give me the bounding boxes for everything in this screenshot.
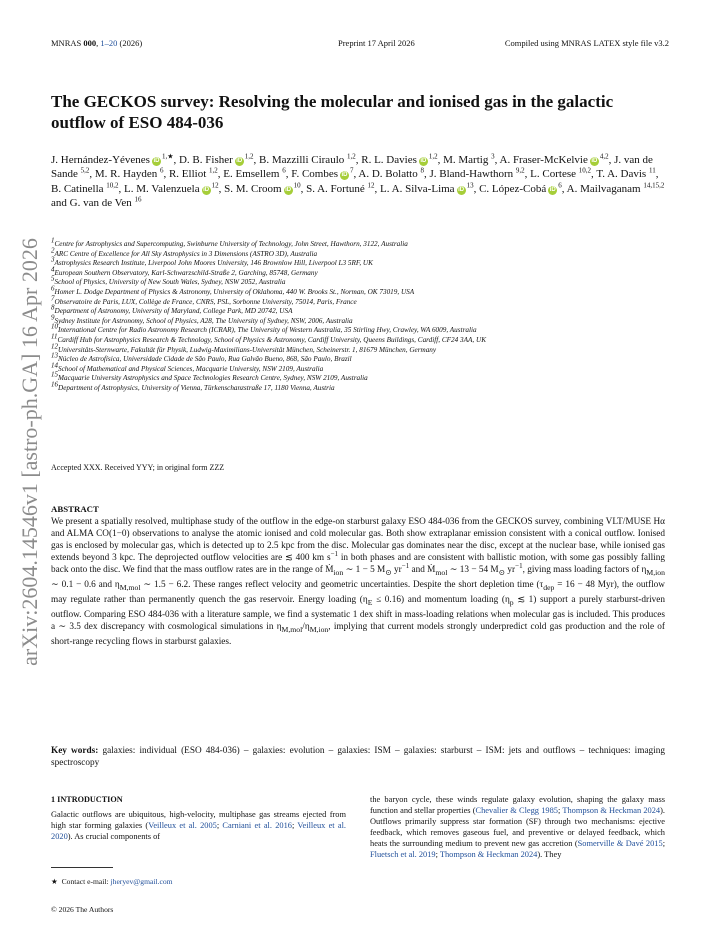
author: F. Combes $iD^7$ xyxy=(291,166,354,181)
affiliation: $^1$Centre for Astrophysics and Supercomputing, Swinburne University of Technology, John Street, Hawthorn, 3122, Australia xyxy=(51,236,408,248)
copyright: © 2026 The Authors xyxy=(51,905,114,914)
author: G. van de Ven $^{16}$ xyxy=(69,195,142,210)
arxiv-stamp xyxy=(7,232,52,672)
orcid-icon[interactable]: iD xyxy=(458,186,465,193)
orcid-icon[interactable]: iD xyxy=(285,186,292,193)
citation-link[interactable]: Veilleux et al. 2005 xyxy=(148,820,217,830)
author: A. D. Bolatto $^8$ xyxy=(358,166,424,181)
running-header-preprint: Preprint 17 April 2026 xyxy=(338,38,415,48)
author: B. Catinella $^{10,2}$ xyxy=(51,181,119,195)
orcid-icon[interactable]: iD xyxy=(591,158,598,164)
affiliation: $^{13}$Núcleo de Astrofísica, Universidade Cidade de São Paulo, Rua Galvão Bueno, 868, São Paulo, Brazil xyxy=(51,351,352,364)
contact-email-link[interactable]: jheryev@gmail.com xyxy=(110,877,173,886)
author-list: J. Hernández-Yévenes $iD^{1,★}$, D. B. Fisher iD$^{1,2}$, B. Mazzilli Ciraulo $^{1,2}$, R. L. Davies iD$^{1,2}$, M. Martig $^3$, A. Fraser-McKelvie iD$^{4,2}$, J. van de Sande $^{5,2}$, M. R. Hayden $^6$, R. Elliot $^{1,2}$, E. Emsellem $^6$, F. Combes $iD^7$, A. D. Bolatto $^8$, J. Bland-Hawthorn $^{9,2}$, L. Cortese $^{10,2}$, T. A. Davis $^{11}$, B. Catinella $^{10,2}$, L. M. Valenzuela $iD^{12}$, S. M. Croom $iD^{10}$, S. A. Fortuné $^{12}$, L. A. Silva-Lima $iD^{13}$, C. López-Cobá $iD^6$, A. Mailvaganam $^{14,15,2}$ and G. van de Ven $^{16}$ xyxy=(51,152,665,210)
author: L. M. Valenzuela $iD^{12}$ xyxy=(124,181,219,195)
author: B. Mazzilli Ciraulo $^{1,2}$ xyxy=(259,152,356,166)
arxiv-id: arXiv:2604.14546v1 [astro-ph.GA] 16 Apr 2026 xyxy=(16,238,42,666)
affiliation: $^{12}$Universitäts-Sternwarte, Fakultät für Physik, Ludwig-Maximilians-Universität München, Scheinerstr. 1, 81679 München, Germany xyxy=(51,342,437,354)
author: A. Mailvaganam $^{14,15,2}$ xyxy=(566,181,665,195)
abstract-heading: ABSTRACT xyxy=(51,504,99,514)
citation-link[interactable]: Somerville & Davé 2015 xyxy=(577,838,663,848)
orcid-icon[interactable]: iD xyxy=(341,172,348,179)
author: D. B. Fisher iD$^{1,2}$ xyxy=(178,152,254,166)
keywords xyxy=(51,745,665,769)
orcid-icon[interactable]: iD xyxy=(236,158,243,164)
affiliation: $^7$Observatoire de Paris, LUX, Collège de France, CNRS, PSL, Sorbonne University, 75014, Paris, France xyxy=(51,294,357,306)
affiliation: $^8$Department of Astronomy, University of Maryland, College Park, MD 20742, USA xyxy=(51,303,293,316)
running-header-compiled: Compiled using MNRAS LATEX style file v3.2 xyxy=(504,38,669,48)
orcid-icon[interactable]: iD xyxy=(203,186,210,193)
affiliation: $^{15}$Macquarie University Astrophysics and Space Technologies Research Centre, Sydney, NSW 2109, Australia xyxy=(51,370,368,383)
citation-link[interactable]: Fluetsch et al. 2019 xyxy=(370,849,436,859)
author: J. van de Sande $^{5,2}$ xyxy=(51,154,653,181)
citation-link[interactable]: Carniani et al. 2016 xyxy=(222,820,292,830)
author: S. A. Fortuné $^{12}$ xyxy=(306,181,375,195)
citation-link[interactable]: Thompson & Heckman 2024 xyxy=(562,805,661,815)
affiliation: $^9$Sydney Institute for Astronomy, School of Physics, A28, The University of Sydney, NSW, 2006, Australia xyxy=(51,313,353,325)
author: L. Cortese $^{10,2}$ xyxy=(530,166,591,181)
author: C. López-Cobá $iD^6$ xyxy=(479,181,562,195)
author: J. Bland-Hawthorn $^{9,2}$ xyxy=(429,166,525,181)
affiliation: $^2$ARC Centre of Excellence for All Sky Astrophysics in 3 Dimensions (ASTRO 3D), Australia xyxy=(51,246,318,258)
affiliation: $^4$European Southern Observatory, Karl-Schwarzschild-Straße 2, Garching, 85748, Germany xyxy=(51,265,318,277)
running-header-journal: MNRAS 000, 1–20 (2026) xyxy=(51,38,143,48)
author: M. Martig $^3$ xyxy=(443,152,495,166)
acceptance-line: Accepted XXX. Received YYY; in original form ZZZ xyxy=(51,463,225,472)
affiliation: $^3$Astrophysics Research Institute, Liverpool John Moores University, 146 Brownlow Hill, Liverpool L3 5RF, UK xyxy=(51,255,373,268)
citation-link[interactable]: Veilleux et al. 2020 xyxy=(51,820,347,841)
citation-link[interactable]: Thompson & Heckman 2024 xyxy=(439,849,538,859)
author: S. M. Croom $iD^{10}$ xyxy=(224,181,301,195)
orcid-icon[interactable]: iD xyxy=(153,158,160,164)
affiliation-list xyxy=(51,236,671,394)
keywords-list: galaxies: individual (ESO 484-036) – galaxies: evolution – galaxies: ISM – galaxies: starburst – ISM: jets and outflows – techniques: imaging spectroscopy xyxy=(51,746,665,768)
paper-title: The GECKOS survey: Resolving the molecular and ionised gas in the galactic outflow of ESO 484-036 xyxy=(51,92,614,132)
affiliation: $^{11}$Cardiff Hub for Astrophysics Research & Technology, School of Physics & Astronomy, Cardiff University, Queens Buildings, Cardiff, CF24 3AA, UK xyxy=(51,332,486,344)
affiliation: $^{14}$School of Mathematical and Physical Sciences, Macquarie University, NSW 2109, Australia xyxy=(51,361,324,373)
intro-left-column: Galactic outflows are ubiquitous, high-velocity, multiphase gas streams ejected from high star forming galaxies (Veilleux et al. 2005; Carniani et al. 2016; Veilleux et al. 2020). As crucial components of xyxy=(51,810,347,841)
author: T. A. Davis $^{11}$ xyxy=(596,166,656,181)
author: R. L. Davies iD$^{1,2}$ xyxy=(361,152,438,166)
author: M. R. Hayden $^6$ xyxy=(94,166,164,181)
author: A. Fraser-McKelvie iD$^{4,2}$ xyxy=(499,152,609,166)
section-heading-introduction: 1 INTRODUCTION xyxy=(51,795,123,804)
page-range-link[interactable]: 1–20 xyxy=(100,38,118,48)
orcid-icon[interactable]: iD xyxy=(420,158,427,164)
citation-link[interactable]: Chevalier & Clegg 1985 xyxy=(475,805,558,815)
keywords-label: Key words: xyxy=(51,746,99,756)
intro-right-column: the baryon cycle, these winds regulate galaxy evolution, shaping the galaxy mass function and stellar properties (Chevalier & Clegg 1985; Thompson & Heckman 2024). Outflows primarily suppress star formation (SF) through two mechanisms: ejective feedback, which removes gaseous fuel, and preventive or delayed feedback, which heats the surrounding medium to prevent new gas accretion (Somerville & Davé 2015; Fluetsch et al. 2019; Thompson & Heckman 2024). They xyxy=(370,795,666,859)
author: E. Emsellem $^6$ xyxy=(223,166,286,181)
affiliation: $^6$Homer L. Dodge Department of Physics & Astronomy, University of Oklahoma, 440 W. Brooks St., Norman, OK 73019, USA xyxy=(51,284,415,296)
author: J. Hernández-Yévenes $iD^{1,★}$ xyxy=(51,152,174,166)
abstract-text: We present a spatially resolved, multiphase study of the outflow in the edge-on starburst galaxy ESO 484-036 from the GECKOS survey, combining VLT/MUSE Hα and ALMA CO(1−0) observations to analyse the atomic ionised and cold molecular gas. Both show extraplanar emission consistent with a conical outflow. Ionised gas is enclosed by molecular gas, which is detected up to 2.5 kpc from the disc. Molecular gas dominates near the disc, except at the nuclear base, while ionised gas extends beyond 3 kpc. The deprojected outflow velocities are ≲ 400 km $s^{-1}$ in both phases and are consistent with ballistic motion, with some gas possibly falling back onto the disc. We find that the mass outflow rates are in the range of Ṁ$_{ion}$ ∼ 1 − 5 $M_⊙$ $yr^{-1}$ and Ṁ$_{mol}$ ∼ 13 − 54 $M_⊙$ $yr^{-1}$, giving mass loading factors of $\eta_{M,ion}$ ∼ 0.1 − 0.6 and $\eta_{M,mol}$ ∼ 1.5 − 6.2. These ranges reflect velocity and geometric uncertainties. Despite the short depletion time ($\tau_{dep} = 16 - 48$ Myr), the outflow may regulate rather than permanently quench the gas reservoir. Energy loading $(\eta_E \le 0.16)$ and momentum loading ($\eta_p$ ≲ 1) support a purely starburst-driven outflow. Comparing ESO 484-036 with a literature sample, we find a systematic 1 dex shift in mass-loading relations when molecular gas is included. This produces a ∼ 3.5 dex discrepancy with cosmological simulations in $\eta_{M,mol}/\eta_{M,ion}$, implying that current models strongly underpredict cold gas production and the role of short-range recycling flows in starburst galaxies. xyxy=(51,517,666,648)
footnote-contact: ★ Contact e-mail: jheryev@gmail.com xyxy=(51,877,173,886)
affiliation: $^{16}$Department of Astrophysics, University of Vienna, Türkenschanzstraße 17, 1180 Vienna, Austria xyxy=(51,380,335,392)
author: R. Elliot $^{1,2}$ xyxy=(168,166,218,181)
footnote-rule xyxy=(51,867,113,868)
orcid-icon[interactable]: iD xyxy=(549,186,556,193)
affiliation: $^5$School of Physics, University of New South Wales, Sydney, NSW 2052, Australia xyxy=(51,274,286,287)
author: L. A. Silva-Lima $iD^{13}$ xyxy=(380,181,474,195)
affiliation: $^{10}$International Centre for Radio Astronomy Research (ICRAR), The University of Western Australia, 35 Stirling Hwy, Crawley, WA 6009, Australia xyxy=(51,322,477,335)
